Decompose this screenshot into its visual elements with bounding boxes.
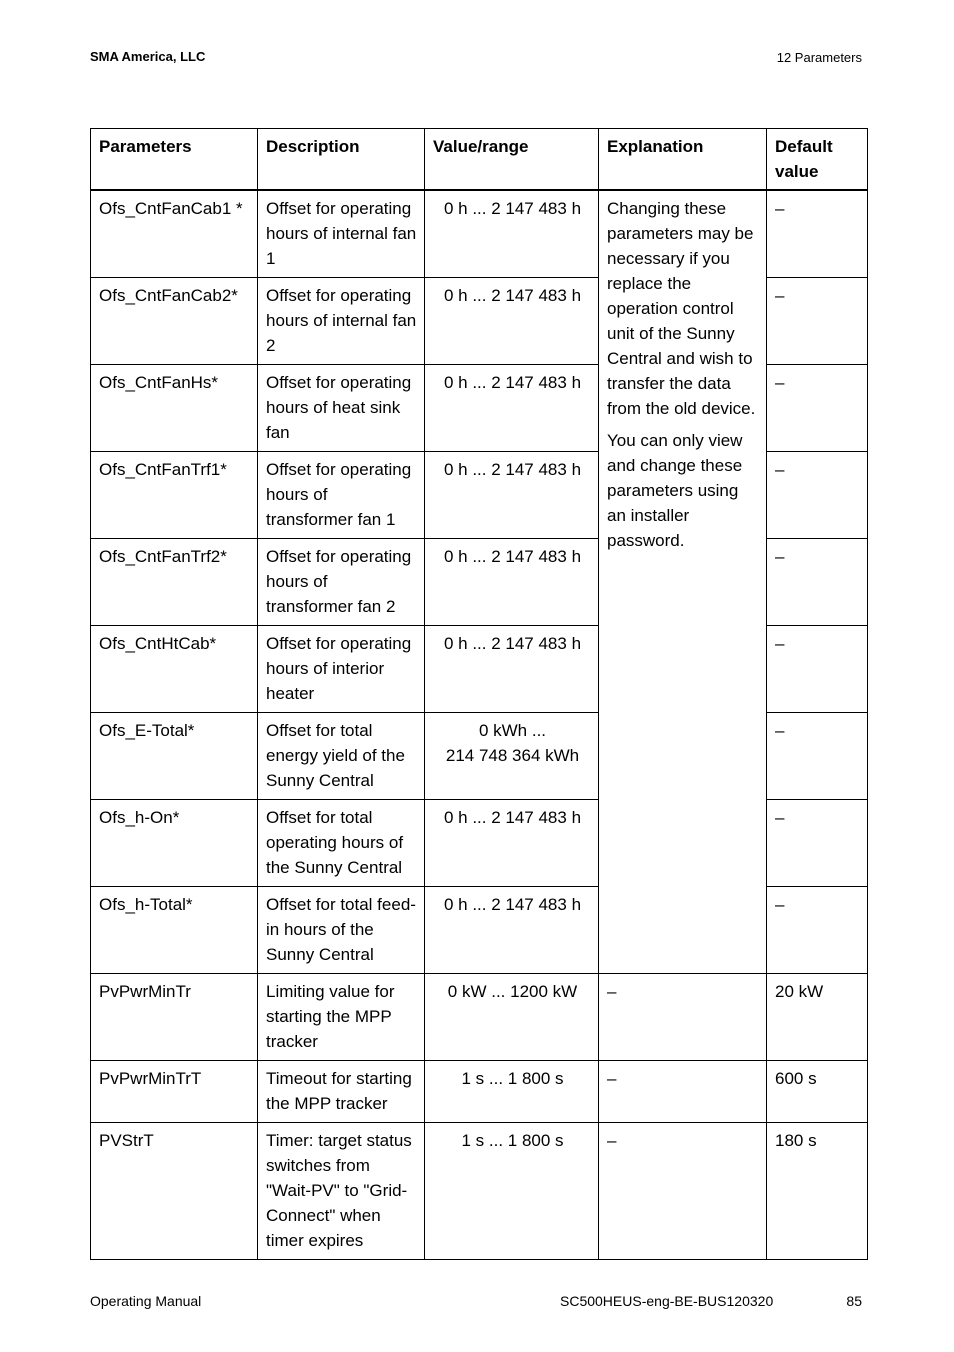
param-default: – — [767, 539, 868, 626]
param-default: – — [767, 278, 868, 365]
param-name: PvPwrMinTrT — [91, 1061, 258, 1123]
footer-doc-code: SC500HEUS-eng-BE-BUS120320 — [560, 1293, 774, 1309]
table-row — [91, 1123, 868, 1260]
param-range: 0 h ... 2 147 483 h — [425, 626, 599, 713]
header-company: SMA America, LLC — [90, 49, 206, 64]
param-range-line: 0 kWh ... — [478, 721, 547, 740]
table-row — [91, 190, 868, 278]
header-section: 12 Parameters — [776, 50, 862, 65]
col-header-description: Description — [258, 129, 425, 191]
param-explanation: – — [599, 1123, 767, 1260]
col-header-default-value: Default value — [767, 129, 868, 191]
param-range: 0 h ... 2 147 483 h — [425, 539, 599, 626]
col-header-explanation: Explanation — [599, 129, 767, 191]
param-description: Limiting value for starting the MPP tracker — [258, 974, 425, 1061]
param-description: Timeout for starting the MPP tracker — [258, 1061, 425, 1123]
col-header-value-range: Value/range — [425, 129, 599, 191]
param-description: Offset for total feed-in hours of the Sunny Central — [258, 887, 425, 974]
param-default: – — [767, 713, 868, 800]
param-name: Ofs_CntFanTrf1* — [91, 452, 258, 539]
table-header-row — [91, 129, 868, 191]
param-description: Offset for operating hours of internal fan 1 — [258, 190, 425, 278]
param-description: Timer: target status switches from "Wait-PV" to "Grid-Connect" when timer expires — [258, 1123, 425, 1260]
table-row — [91, 974, 868, 1061]
param-name: Ofs_CntFanHs* — [91, 365, 258, 452]
param-default: – — [767, 190, 868, 278]
explanation-paragraph: You can only view and change these parameters using an installer password. — [607, 431, 743, 550]
col-header-parameters: Parameters — [91, 129, 258, 191]
param-name: Ofs_CntHtCab* — [91, 626, 258, 713]
shared-explanation — [599, 190, 767, 974]
table-row — [91, 1061, 868, 1123]
param-range: 0 h ... 2 147 483 h — [425, 800, 599, 887]
param-range-line: 214 748 364 kWh — [445, 746, 580, 765]
param-range: 0 h ... 2 147 483 h — [425, 190, 599, 278]
param-range: 0 h ... 2 147 483 h — [425, 278, 599, 365]
param-range: 0 h ... 2 147 483 h — [425, 365, 599, 452]
param-default: – — [767, 365, 868, 452]
param-description: Offset for operating hours of transformer fan 1 — [258, 452, 425, 539]
param-range: 1 s ... 1 800 s — [425, 1123, 599, 1260]
param-name: Ofs_CntFanCab2* — [91, 278, 258, 365]
param-default: – — [767, 626, 868, 713]
param-default: – — [767, 887, 868, 974]
param-range: 0 h ... 2 147 483 h — [425, 887, 599, 974]
param-default: – — [767, 452, 868, 539]
param-default: 20 kW — [767, 974, 868, 1061]
param-range — [425, 713, 599, 800]
footer-manual: Operating Manual — [90, 1293, 202, 1309]
param-description: Offset for total energy yield of the Sunny Central — [258, 713, 425, 800]
param-description: Offset for operating hours of interior heater — [258, 626, 425, 713]
param-description: Offset for operating hours of heat sink fan — [258, 365, 425, 452]
param-description: Offset for total operating hours of the Sunny Central — [258, 800, 425, 887]
param-name: PvPwrMinTr — [91, 974, 258, 1061]
param-name: Ofs_h-On* — [91, 800, 258, 887]
param-default: – — [767, 800, 868, 887]
param-name: PVStrT — [91, 1123, 258, 1260]
param-name: Ofs_CntFanTrf2* — [91, 539, 258, 626]
param-explanation: – — [599, 974, 767, 1061]
param-name: Ofs_h-Total* — [91, 887, 258, 974]
param-name: Ofs_E-Total* — [91, 713, 258, 800]
param-range: 0 h ... 2 147 483 h — [425, 452, 599, 539]
param-description: Offset for operating hours of transformer fan 2 — [258, 539, 425, 626]
param-description: Offset for operating hours of internal fan 2 — [258, 278, 425, 365]
parameters-table — [90, 128, 868, 1260]
param-default: 180 s — [767, 1123, 868, 1260]
param-range: 1 s ... 1 800 s — [425, 1061, 599, 1123]
param-explanation: – — [599, 1061, 767, 1123]
explanation-paragraph: Changing these parameters may be necessary if you replace the operation control unit of the Sunny Central and wish to transfer the data from the old device. — [607, 199, 756, 418]
param-name: Ofs_CntFanCab1 * — [91, 190, 258, 278]
param-default: 600 s — [767, 1061, 868, 1123]
page-number: 85 — [846, 1293, 862, 1309]
param-range: 0 kW ... 1200 kW — [425, 974, 599, 1061]
